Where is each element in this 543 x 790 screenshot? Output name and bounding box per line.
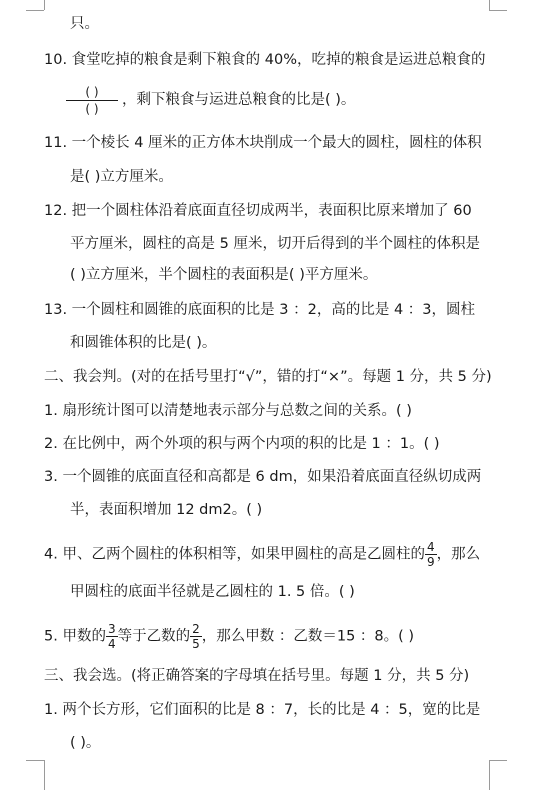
fraction-denominator: ( ) [85, 102, 99, 116]
judge-item-5 [44, 622, 414, 651]
choice-item-1-line2: ( )。 [70, 735, 101, 751]
blank-fraction [66, 84, 118, 117]
corner-mark-top-left-h [26, 10, 44, 11]
corner-mark-bottom-right [489, 760, 490, 790]
section-3-heading: 三、我会选。(将正确答案的字母填在括号里。每题 1 分，共 5 分) [44, 668, 470, 684]
judge-item-4-line2: 甲圆柱的底面半径就是乙圆柱的 1. 5 倍。( ) [70, 584, 355, 600]
judge-item-5-text-a: 5. 甲数的 [44, 628, 106, 645]
text-line: 只。 [70, 16, 99, 32]
question-11-line2: 是( )立方厘米。 [70, 169, 173, 185]
judge-item-2: 2. 在比例中，两个外项的积与两个内项的积的比是 1 ：1。( ) [44, 436, 440, 452]
question-12-line1: 12. 把一个圆柱体沿着底面直径切成两半，表面积比原来增加了 60 [44, 203, 472, 219]
judge-item-4-text-b: ，那么 [436, 546, 481, 563]
fraction-denominator: 9 [426, 555, 435, 569]
fraction-numerator: 2 [192, 622, 200, 636]
judge-item-3-line2: 半，表面积增加 12 dm2。( ) [70, 502, 263, 518]
judge-item-5-text-c: ，那么甲数 ：乙数＝15 ：8。( ) [201, 628, 415, 645]
question-11-line1: 11. 一个棱长 4 厘米的正方体木块削成一个最大的圆柱，圆柱的体积 [44, 135, 482, 151]
section-2-heading: 二、我会判。(对的在括号里打“√”，错的打“×”。每题 1 分，共 5 分) [44, 369, 492, 385]
question-12-line3: ( )立方厘米，半个圆柱的表面积是( )平方厘米。 [70, 267, 378, 283]
question-13-line2: 和圆锥体积的比是( )。 [70, 335, 217, 351]
corner-mark-top-left [44, 0, 45, 10]
corner-mark-bottom-left [44, 760, 45, 790]
judge-item-1: 1. 扇形统计图可以清楚地表示部分与总数之间的关系。( ) [44, 403, 412, 419]
fraction-3-4 [106, 622, 118, 651]
judge-item-4-line1 [44, 540, 480, 569]
judge-item-5-text-b: 等于乙数的 [117, 628, 191, 645]
fraction-numerator: 3 [107, 622, 116, 636]
question-10-line1: 10. 食堂吃掉的粮食是剩下粮食的 40%，吃掉的粮食是运进总粮食的 [44, 52, 486, 68]
fraction-numerator: ( ) [66, 84, 118, 101]
corner-mark-top-right [489, 0, 490, 10]
fraction-2-5 [190, 622, 202, 651]
question-13-line1: 13. 一个圆柱和圆锥的底面积的比是 3 ：2，高的比是 4 ：3，圆柱 [44, 302, 476, 318]
fraction-numerator: 4 [426, 540, 435, 554]
fraction-4-9 [425, 540, 437, 569]
choice-item-1-line1: 1. 两个长方形，它们面积的比是 8 ：7，长的比是 4 ：5，宽的比是 [44, 702, 481, 718]
corner-mark-top-right-h [489, 10, 507, 11]
corner-mark-bottom-right-h [489, 760, 507, 761]
fraction-denominator: 4 [107, 637, 116, 651]
fraction-denominator: 5 [192, 637, 200, 651]
judge-item-3-line1: 3. 一个圆锥的底面直径和高都是 6 dm，如果沿着底面直径纵切成两 [44, 469, 482, 485]
question-10-line2: ，剩下粮食与运进总粮食的比是( )。 [122, 92, 356, 108]
question-12-line2: 平方厘米，圆柱的高是 5 厘米，切开后得到的半个圆柱的体积是 [70, 236, 480, 252]
corner-mark-bottom-left-h [26, 760, 44, 761]
judge-item-4-text-a: 4. 甲、乙两个圆柱的体积相等，如果甲圆柱的高是乙圆柱的 [44, 546, 425, 563]
